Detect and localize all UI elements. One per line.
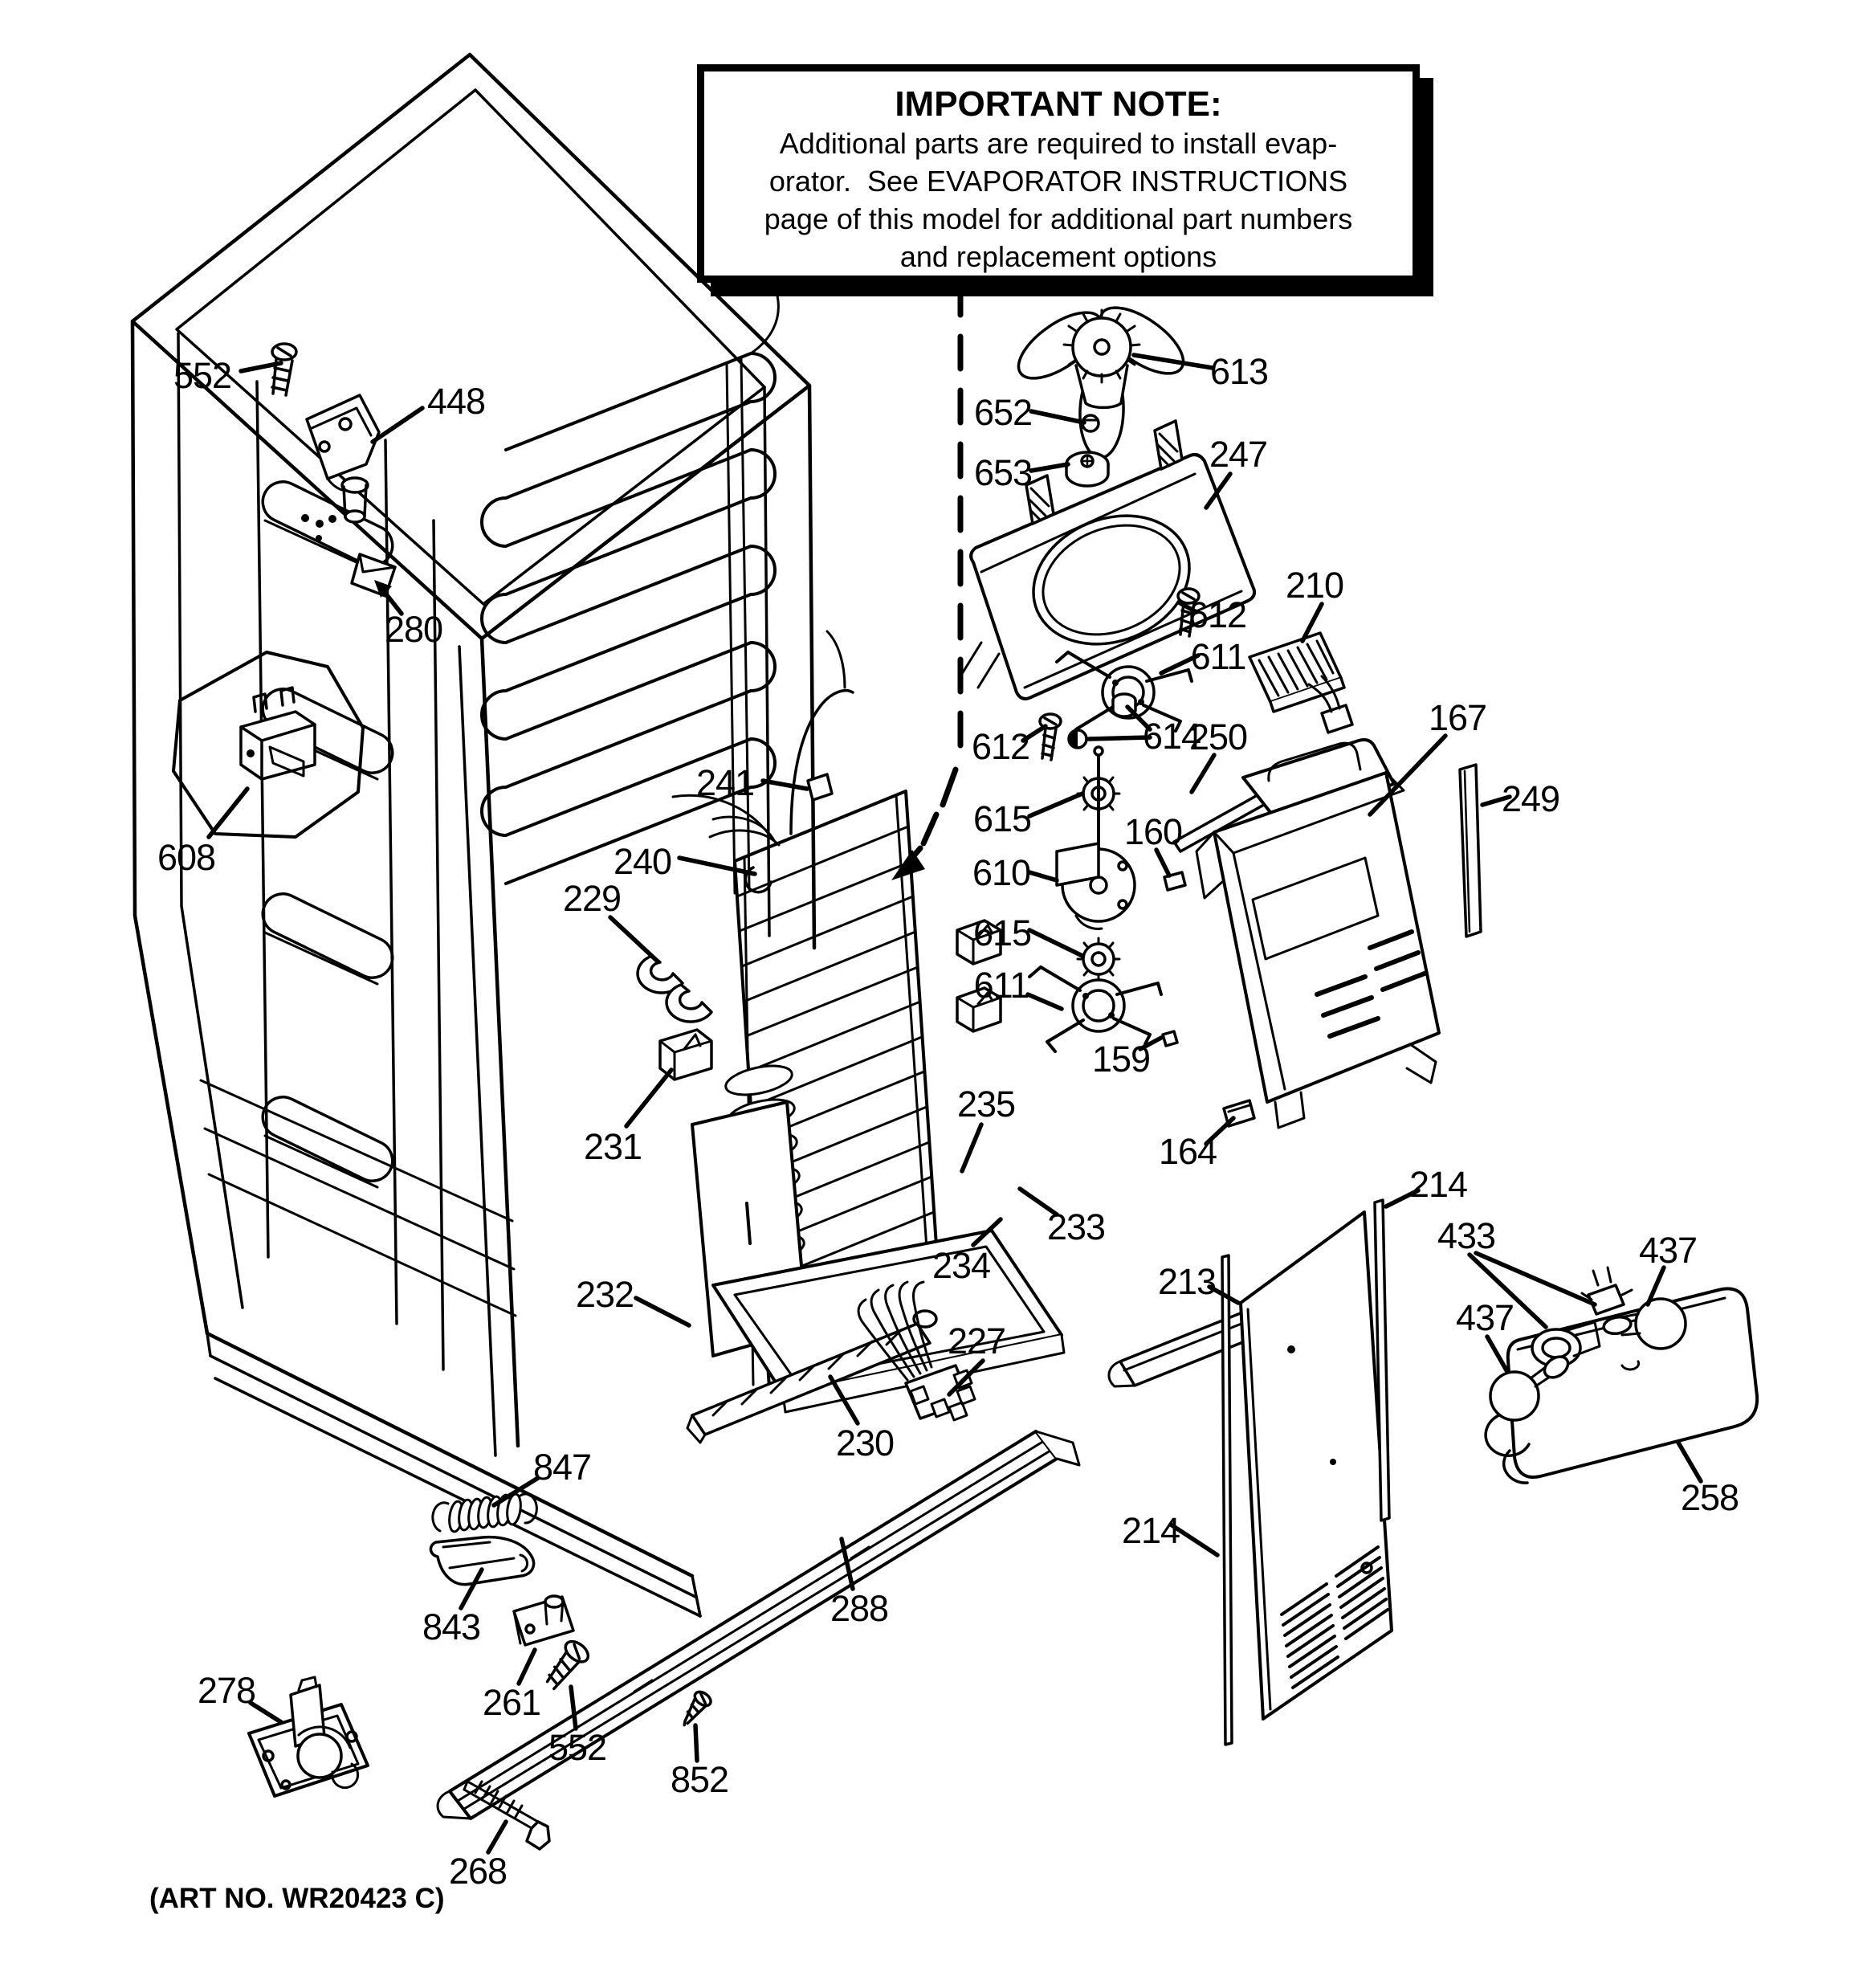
part-label-227: 227 (947, 1321, 1006, 1361)
part-label-611-bottom: 611 (973, 965, 1029, 1006)
note-line-1: Additional parts are required to install evap- (779, 127, 1338, 160)
part-552-top-screw-drawing (272, 344, 296, 395)
part-448-bracket-drawing (307, 395, 379, 522)
part-label-249: 249 (1501, 778, 1560, 819)
part-label-235: 235 (956, 1084, 1016, 1125)
part-label-433: 433 (1437, 1215, 1496, 1256)
part-label-280: 280 (384, 609, 443, 650)
note-title: IMPORTANT NOTE: (895, 84, 1222, 124)
part-label-159: 159 (1091, 1039, 1151, 1080)
part-label-261: 261 (482, 1682, 541, 1723)
part-label-240: 240 (613, 841, 672, 882)
part-label-232: 232 (575, 1274, 634, 1315)
part-label-210: 210 (1285, 565, 1344, 606)
dashed-guide-line (891, 283, 960, 880)
part-214-strip-left-drawing (1222, 1255, 1232, 1745)
part-653-bearing-drawing (1066, 452, 1108, 486)
part-label-843: 843 (422, 1606, 481, 1647)
part-label-231: 231 (583, 1126, 642, 1167)
part-label-250: 250 (1188, 716, 1248, 757)
part-261-bracket-drawing (514, 1596, 573, 1645)
part-label-268: 268 (448, 1851, 508, 1892)
part-label-278: 278 (197, 1670, 256, 1711)
part-213-panel-drawing (1241, 1212, 1392, 1719)
part-label-213: 213 (1157, 1261, 1217, 1302)
note-line-2: orator. See EVAPORATOR INSTRUCTIONS (768, 165, 1348, 198)
part-label-214-bottom: 214 (1121, 1510, 1180, 1551)
part-label-437-right: 437 (1638, 1230, 1698, 1271)
important-note-box (697, 64, 1420, 283)
part-label-653: 653 (973, 452, 1033, 493)
part-label-258: 258 (1680, 1477, 1739, 1518)
part-label-448: 448 (426, 381, 486, 422)
part-552-bottom-screw-drawing (540, 1638, 592, 1694)
part-label-615-upper: 615 (972, 798, 1032, 839)
part-label-230: 230 (835, 1423, 895, 1463)
part-278-hinge-drawing (249, 1677, 368, 1796)
part-610-fan-motor-drawing (1057, 747, 1135, 929)
note-line-4: and replacement options (899, 240, 1217, 273)
part-label-852: 852 (670, 1759, 729, 1800)
part-label-613: 613 (1209, 351, 1269, 392)
part-612-screw-left-drawing (1040, 714, 1061, 760)
part-label-612-right: 612 (1188, 594, 1247, 635)
part-label-847: 847 (532, 1447, 592, 1488)
part-249-strip-drawing (1460, 765, 1481, 937)
part-label-164: 164 (1158, 1131, 1217, 1172)
part-label-437-left: 437 (1455, 1297, 1514, 1338)
art-number: (ART NO. WR20423 C) (149, 1883, 445, 1914)
part-label-612-left: 612 (971, 726, 1030, 767)
part-label-610: 610 (972, 852, 1031, 893)
part-210-grille-drawing (1249, 633, 1344, 712)
part-847-spring-drawing (433, 1493, 537, 1533)
part-label-241: 241 (695, 762, 755, 803)
part-229-clamp-drawing (638, 956, 711, 1022)
part-159-clip-drawing (1163, 1031, 1177, 1046)
part-label-233: 233 (1046, 1206, 1106, 1247)
part-280-clip-drawing (352, 554, 395, 596)
part-label-234: 234 (932, 1245, 991, 1286)
part-label-614: 614 (1142, 716, 1201, 757)
part-label-552-top: 552 (173, 355, 232, 396)
part-label-611-top: 611 (1190, 636, 1246, 677)
part-label-288: 288 (830, 1588, 889, 1629)
part-label-247: 247 (1209, 434, 1268, 475)
part-843-lever-drawing (430, 1537, 533, 1585)
part-label-214-top: 214 (1408, 1164, 1468, 1205)
part-608-switch-callout-drawing (173, 652, 363, 837)
part-label-229: 229 (562, 878, 622, 919)
part-label-652: 652 (973, 392, 1033, 433)
part-label-608: 608 (157, 837, 216, 878)
part-label-160: 160 (1123, 811, 1183, 852)
part-label-552-bottom: 552 (548, 1727, 607, 1768)
part-615-grommet-lower-drawing (1078, 938, 1119, 980)
note-line-3: page of this model for additional part numbers (764, 202, 1353, 235)
part-label-615-lower: 615 (972, 912, 1032, 953)
part-label-167: 167 (1428, 697, 1487, 738)
